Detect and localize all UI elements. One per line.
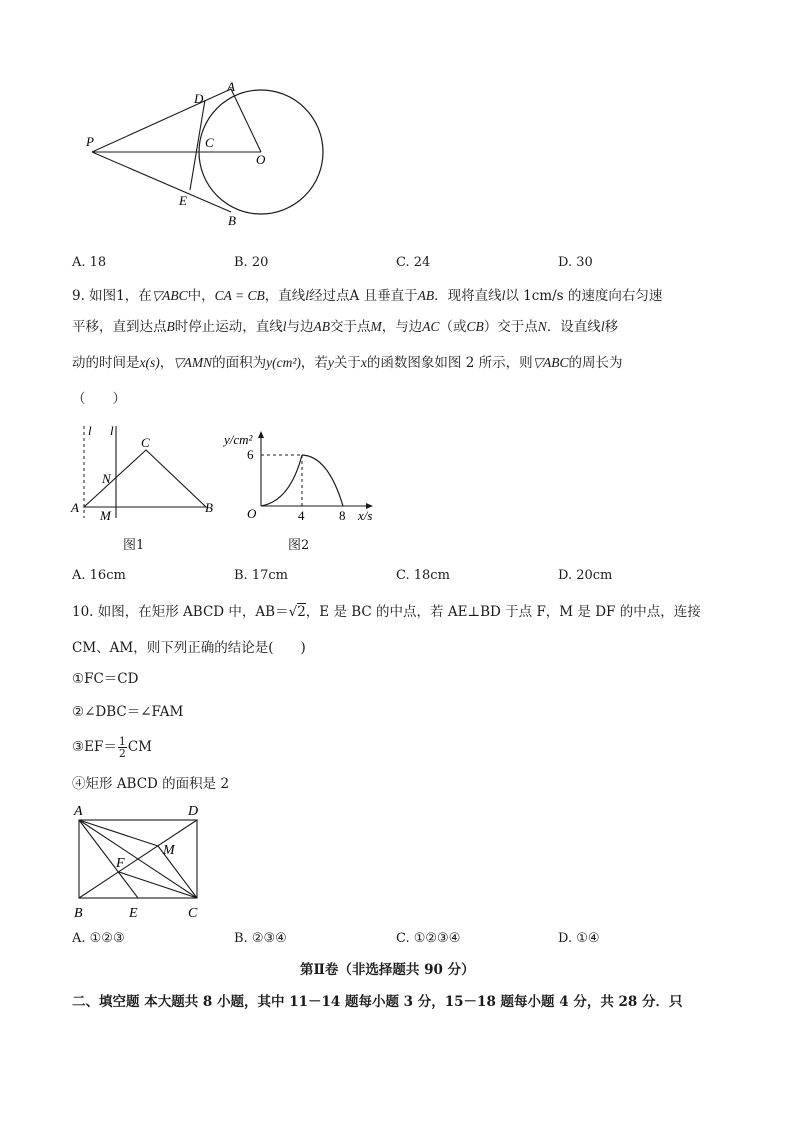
label-c: C bbox=[188, 906, 198, 921]
q10-line-2: CM、AM，则下列正确的结论是( ) bbox=[72, 640, 306, 656]
label-l2: l bbox=[110, 423, 114, 438]
q9-figure-1 bbox=[66, 420, 226, 520]
label-e: E bbox=[129, 906, 138, 921]
q10-statement-1: ①FC＝CD bbox=[72, 671, 139, 687]
q10-statement-3: ③EF＝ $\frac{1}{2}$ CM bbox=[72, 735, 152, 760]
q8-option-b[interactable]: B. 20 bbox=[234, 255, 269, 270]
q9-line-1: 9. 如图1，在▽ABC中，CA = CB，直线l经过点A 且垂直于AB．现将直线l以 1cm/s 的速度向右匀速 bbox=[72, 288, 663, 304]
label-a: A bbox=[74, 804, 83, 819]
label-c: C bbox=[141, 435, 150, 450]
curve-rising bbox=[261, 455, 302, 506]
q10-statement-2: ②∠DBC＝∠FAM bbox=[72, 704, 184, 720]
label-a: A bbox=[227, 79, 235, 94]
x-axis-label: x/s bbox=[358, 508, 373, 523]
label-e: E bbox=[179, 193, 187, 208]
section-2-title: 第Ⅱ卷（非选择题共 90 分） bbox=[300, 962, 475, 978]
q10-option-c[interactable]: C. ①②③④ bbox=[396, 931, 461, 946]
label-d: D bbox=[188, 804, 199, 819]
label-c: C bbox=[205, 135, 214, 150]
label-b: B bbox=[74, 906, 83, 921]
q9-figure-1-caption: 图1 bbox=[123, 538, 145, 553]
tick-6: 6 bbox=[247, 447, 254, 462]
q9-option-c[interactable]: C. 18cm bbox=[396, 568, 450, 583]
label-o: O bbox=[256, 152, 266, 167]
y-axis-label: y/cm² bbox=[224, 432, 253, 447]
segment-ae bbox=[79, 820, 138, 898]
segment-fc bbox=[119, 872, 197, 898]
tick-8: 8 bbox=[339, 508, 346, 523]
q8-figure bbox=[80, 78, 340, 228]
q9-figure-2-caption: 图2 bbox=[288, 538, 310, 553]
q10-figure bbox=[70, 800, 210, 922]
tick-4: 4 bbox=[298, 508, 305, 523]
label-b: B bbox=[205, 500, 213, 515]
label-f: F bbox=[116, 856, 125, 871]
q10-option-b[interactable]: B. ②③④ bbox=[234, 931, 287, 946]
q10-statement-4: ④矩形 ABCD 的面积是 2 bbox=[72, 776, 230, 792]
q9-answer-paren: （ ） bbox=[72, 391, 126, 407]
radius-oa bbox=[231, 89, 261, 152]
label-l1: l bbox=[88, 423, 92, 438]
q10-option-a[interactable]: A. ①②③ bbox=[72, 931, 125, 946]
curve-falling bbox=[302, 455, 343, 506]
tangent-pb bbox=[92, 152, 231, 212]
label-b: B bbox=[228, 213, 236, 228]
label-m: M bbox=[163, 843, 175, 858]
origin-label: O bbox=[247, 506, 257, 521]
label-d: D bbox=[194, 91, 204, 106]
y-axis-arrow bbox=[258, 431, 264, 438]
label-m: M bbox=[100, 508, 111, 520]
q9-line-2: 平移，直到达点B时停止运动，直线l与边AB交于点M，与边AC（或CB）交于点N．设直线l移 bbox=[72, 319, 619, 335]
section-2-instruction: 二、填空题 本大题共 8 小题，其中 11－14 题每小题 3 分，15－18 题每小题 4 分，共 28 分．只 bbox=[72, 994, 683, 1010]
q9-option-a[interactable]: A. 16cm bbox=[72, 568, 126, 583]
label-p: P bbox=[86, 134, 94, 149]
q8-option-d[interactable]: D. 30 bbox=[558, 255, 593, 270]
segment-am bbox=[79, 820, 158, 846]
q8-option-a[interactable]: A. 18 bbox=[72, 255, 107, 270]
q9-line-3: 动的时间是x(s)，▽AMN的面积为y(cm²)，若y关于x的函数图象如图 2 所示，则▽ABC的周长为 bbox=[72, 355, 623, 371]
tangent-de bbox=[190, 100, 205, 190]
q9-option-b[interactable]: B. 17cm bbox=[234, 568, 288, 583]
q10-line-1: 10. 如图，在矩形 ABCD 中，AB＝√2，E 是 BC 的中点，若 AE⊥BD 于点 F，M 是 DF 的中点，连接 bbox=[72, 604, 701, 620]
q9-option-d[interactable]: D. 20cm bbox=[558, 568, 613, 583]
sqrt-symbol: √ bbox=[288, 604, 298, 620]
label-a: A bbox=[71, 500, 79, 515]
q8-option-c[interactable]: C. 24 bbox=[396, 255, 431, 270]
label-n: N bbox=[102, 471, 111, 486]
q10-option-d[interactable]: D. ①④ bbox=[558, 931, 600, 946]
q9-figure-2 bbox=[220, 428, 380, 528]
fraction-one-half: $\frac{1}{2}$ bbox=[118, 735, 126, 760]
